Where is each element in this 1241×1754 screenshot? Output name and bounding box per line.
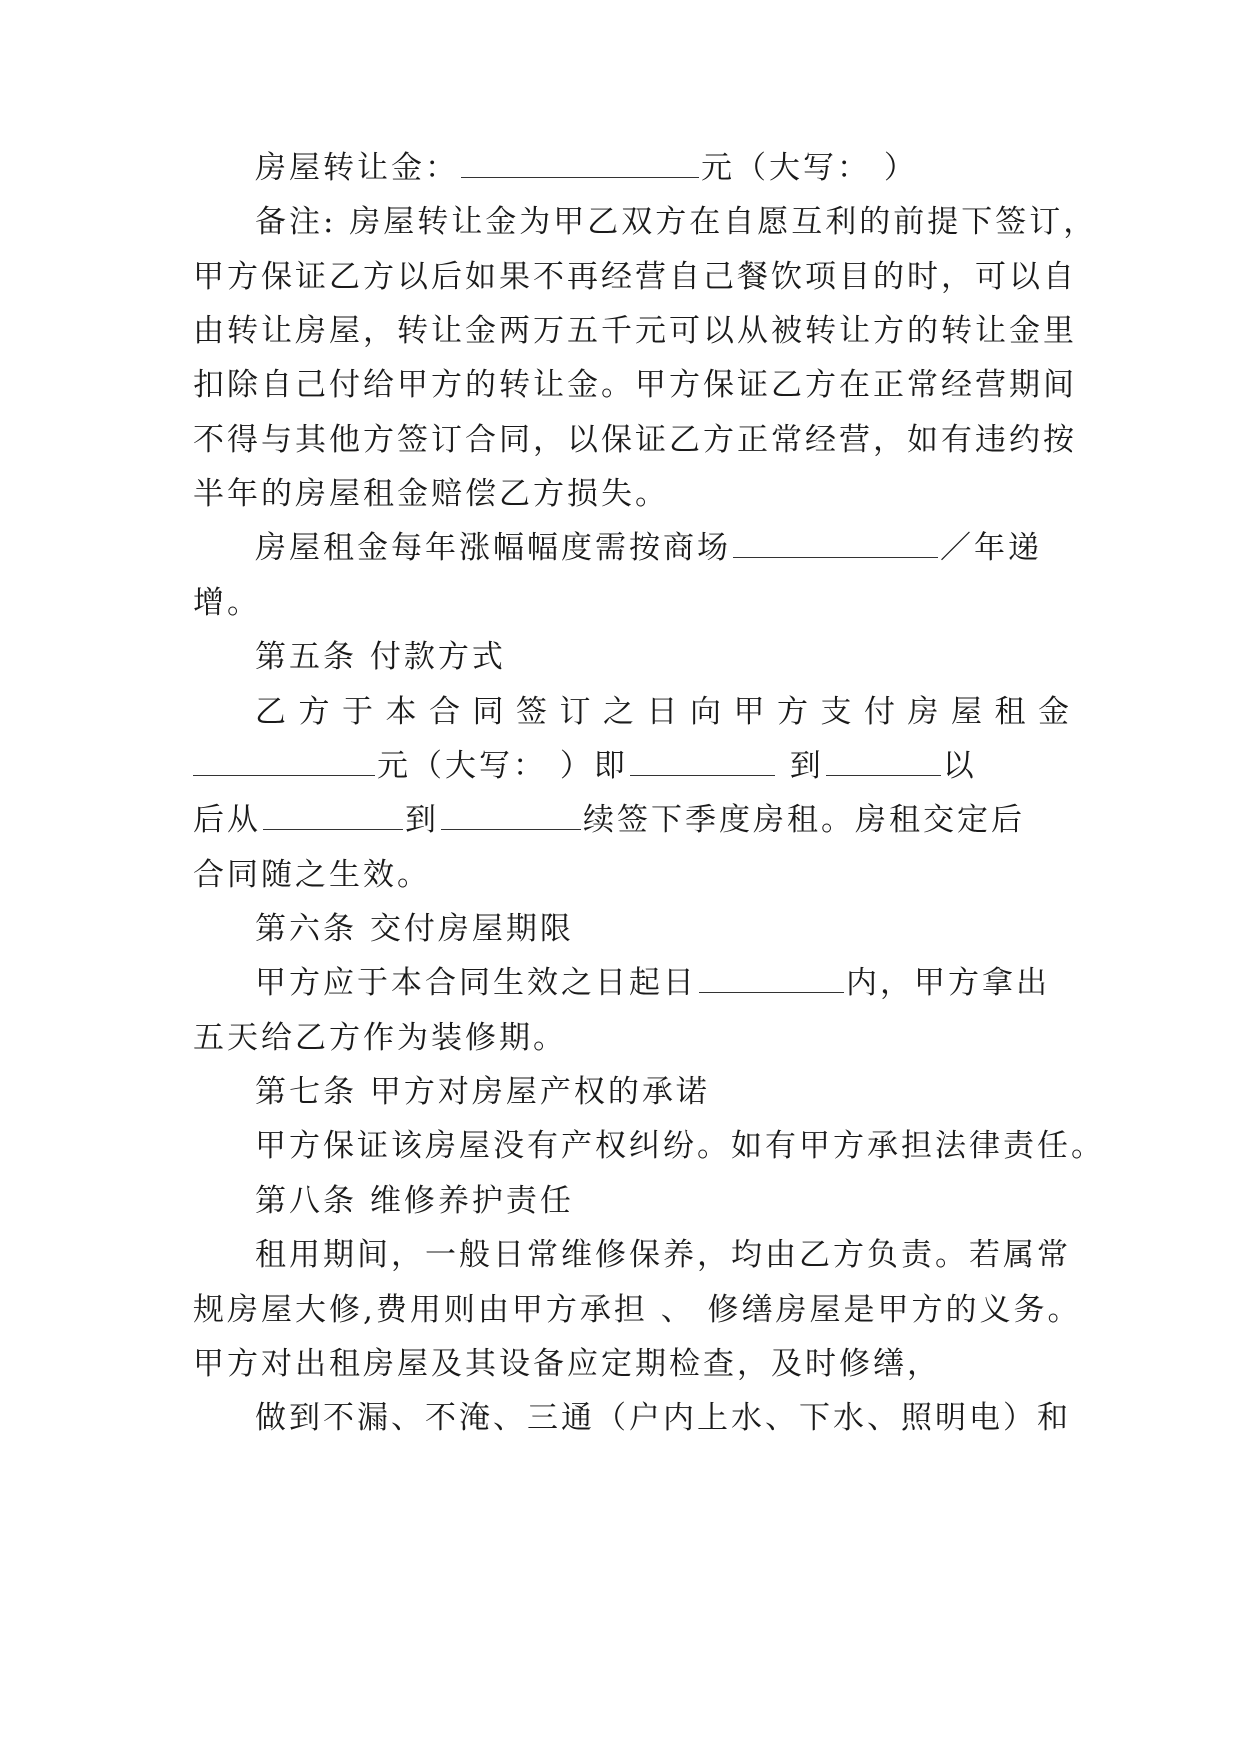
maintenance-line-2: 规房屋大修,费用则由甲方承担 、 修缮房屋是甲方的义务。 (193, 1292, 1082, 1328)
maintenance-line-4: 做到不漏、不淹、三通（户内上水、下水、照明电）和 (255, 1400, 1071, 1436)
rent-increase-line (255, 528, 1155, 568)
payment-renew-to-label: 到 (405, 802, 439, 838)
payment-line-4: 合同随之生效。 (193, 857, 431, 893)
payment-renew-text: 续签下季度房租。房租交定后 (583, 802, 1025, 838)
article-7-heading: 第七条 甲方对房屋产权的承诺 (255, 1074, 710, 1110)
rent-increase-blank (733, 531, 938, 558)
article-5-heading: 第五条 付款方式 (255, 639, 506, 675)
maintenance-line-3: 甲方对出租房屋及其设备应定期检查，及时修缮， (193, 1346, 941, 1382)
payment-amount-unit: 元（大写： ）即 (377, 748, 628, 784)
payment-after-label: 以 (942, 748, 977, 784)
payment-from-label: 后从 (193, 802, 261, 838)
maintenance-line-1: 租用期间，一般日常维修保养，均由乙方负责。若属常 (255, 1237, 1071, 1273)
handover-line-2: 五天给乙方作为装修期。 (193, 1020, 567, 1056)
rent-amount-blank (193, 749, 375, 776)
transfer-fee-blank (461, 151, 699, 178)
payment-line-3 (193, 800, 1093, 840)
handover-text: 甲方应于本合同生效之日起日 (255, 965, 697, 1001)
article-6-heading: 第六条 交付房屋期限 (255, 911, 574, 947)
payment-line-1: 乙方于本合同签订之日向甲方支付房屋租金 (255, 694, 1082, 730)
property-rights-line: 甲方保证该房屋没有产权纠纷。如有甲方承担法律责任。 (255, 1128, 1105, 1164)
rent-increase-text: 房屋租金每年涨幅幅度需按商场 (255, 530, 731, 566)
note-line-2: 甲方保证乙方以后如果不再经营自己餐饮项目的时，可以自 (193, 259, 1077, 295)
payment-to-label: 到 (789, 748, 824, 784)
renew-to-blank (441, 803, 581, 830)
payment-line-2 (193, 746, 1093, 786)
date-to-blank (826, 749, 941, 776)
article-8-heading: 第八条 维修养护责任 (255, 1183, 574, 1219)
rent-increase-unit: ／年递 (940, 530, 1042, 566)
handover-text-2: 内，甲方拿出 (846, 965, 1050, 1001)
note-line-4: 扣除自己付给甲方的转让金。甲方保证乙方在正常经营期间 (193, 367, 1077, 403)
rent-increase-line-2: 增。 (193, 585, 261, 621)
note-line-5: 不得与其他方签订合同，以保证乙方正常经营，如有违约按 (193, 422, 1077, 458)
note-line-6: 半年的房屋租金赔偿乙方损失。 (193, 476, 669, 512)
transfer-fee-line (255, 148, 1155, 188)
transfer-fee-unit: 元（大写： ） (701, 150, 918, 186)
note-line-1: 备注: 房屋转让金为甲乙双方在自愿互利的前提下签订， (255, 204, 1098, 240)
renew-from-blank (263, 803, 403, 830)
note-line-3: 由转让房屋，转让金两万五千元可以从被转让方的转让金里 (193, 313, 1077, 349)
date-from-blank (630, 749, 775, 776)
handover-days-blank (699, 966, 844, 993)
transfer-fee-label: 房屋转让金： (255, 150, 459, 186)
handover-line-1 (255, 963, 1155, 1003)
